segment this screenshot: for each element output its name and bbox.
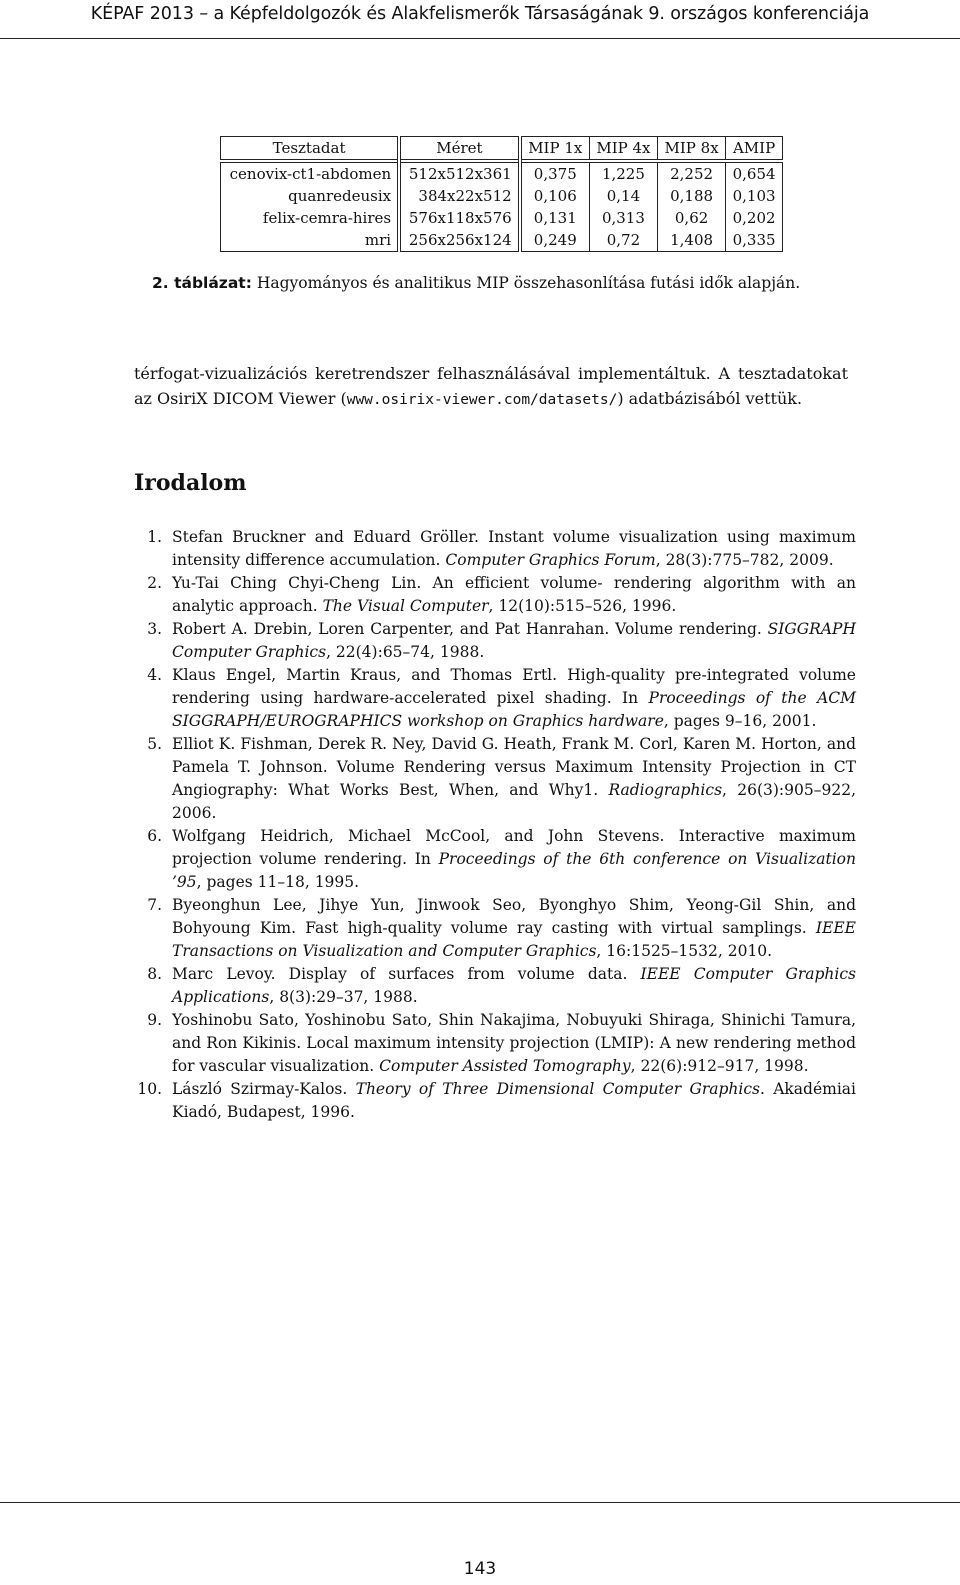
reference-item bbox=[134, 618, 856, 664]
reference-number: 6. bbox=[147, 827, 162, 845]
reference-item bbox=[134, 825, 856, 894]
reference-segment: , 12(10):515–526, 1996. bbox=[488, 597, 677, 615]
body-paragraph bbox=[134, 361, 848, 413]
col-header-mip8x: MIP 8x bbox=[658, 137, 726, 162]
reference-segment: , pages 9–16, 2001. bbox=[663, 712, 817, 730]
table-header-row bbox=[221, 137, 783, 162]
table-cell: 1,225 bbox=[589, 161, 657, 185]
reference-venue: Proceedings of the ACM SIGGRAPH/EUROGRAPHICS workshop on Graphics hardware bbox=[172, 689, 856, 730]
dataset-url-link[interactable]: www.osirix-viewer.com/datasets/ bbox=[346, 392, 618, 408]
reference-venue: Theory of Three Dimensional Computer Graphics bbox=[355, 1080, 760, 1098]
reference-text bbox=[172, 526, 856, 572]
reference-item bbox=[134, 1078, 856, 1124]
reference-segment: Byeonghun Lee, Jihye Yun, Jinwook Seo, Byonghyo Shim, Yeong-Gil Shin, and Bohyoung Kim. Fast high-quality volume ray casting with virtual samplings. bbox=[172, 896, 856, 937]
reference-number: 4. bbox=[147, 666, 162, 684]
table-cell: 0,72 bbox=[589, 229, 657, 252]
table-cell: 0,103 bbox=[726, 185, 783, 207]
caption-label: 2. táblázat: bbox=[152, 274, 252, 292]
table-cell: 0,62 bbox=[658, 207, 726, 229]
col-header-tesztadat: Tesztadat bbox=[221, 137, 400, 162]
col-header-mip1x: MIP 1x bbox=[520, 137, 590, 162]
references-heading: Irodalom bbox=[134, 470, 247, 496]
reference-venue: Radiographics bbox=[608, 781, 723, 799]
reference-segment: Stefan Bruckner and Eduard Gröller. Instant volume visualization using maximum intensity difference accumulation. bbox=[172, 528, 856, 569]
reference-segment: Elliot K. Fishman, Derek R. Ney, David G. Heath, Frank M. Corl, Karen M. Horton, and Pamela T. Johnson. Volume Rendering versus Maximum Intensity Projection in CT Angiography: What Works Best, When, and Why1. bbox=[172, 735, 856, 799]
reference-text bbox=[172, 664, 856, 733]
reference-venue: Computer Graphics Forum bbox=[445, 551, 656, 569]
table-cell: 0,131 bbox=[520, 207, 590, 229]
table-cell: 384x22x512 bbox=[399, 185, 520, 207]
col-header-mip4x: MIP 4x bbox=[589, 137, 657, 162]
reference-segment: Marc Levoy. Display of surfaces from volume data. bbox=[172, 965, 641, 983]
reference-venue: The Visual Computer bbox=[322, 597, 489, 615]
table-row bbox=[221, 185, 783, 207]
reference-number: 10. bbox=[137, 1080, 162, 1098]
table-cell: 512x512x361 bbox=[399, 161, 520, 185]
reference-text bbox=[172, 733, 856, 825]
reference-text bbox=[172, 1078, 856, 1124]
table-cell: 0,375 bbox=[520, 161, 590, 185]
footer-rule bbox=[0, 1502, 960, 1503]
reference-segment: , 16:1525–1532, 2010. bbox=[596, 942, 773, 960]
reference-number: 5. bbox=[147, 735, 162, 753]
header-rule bbox=[0, 38, 960, 39]
reference-number: 9. bbox=[147, 1011, 162, 1029]
reference-number: 2. bbox=[147, 574, 162, 592]
reference-segment: Klaus Engel, Martin Kraus, and Thomas Ertl. High-quality pre-integrated volume rendering using hardware-accelerated pixel shading. In bbox=[172, 666, 856, 707]
reference-number: 8. bbox=[147, 965, 162, 983]
table-cell: 0,335 bbox=[726, 229, 783, 252]
reference-segment: . Akadémiai Kiadó, Budapest, 1996. bbox=[172, 1080, 856, 1121]
reference-venue: IEEE Computer Graphics Applications bbox=[172, 965, 856, 1006]
reference-segment: , 26(3):905–922, 2006. bbox=[172, 781, 856, 822]
reference-item bbox=[134, 733, 856, 825]
table-row bbox=[221, 161, 783, 185]
paragraph-text-after: ) adatbázisából vettük. bbox=[617, 389, 803, 408]
references-list bbox=[134, 526, 856, 1124]
table-cell: 0,188 bbox=[658, 185, 726, 207]
table-cell: 0,249 bbox=[520, 229, 590, 252]
reference-text bbox=[172, 572, 856, 618]
table-cell: mri bbox=[221, 229, 400, 252]
reference-item bbox=[134, 963, 856, 1009]
reference-segment: , 22(4):65–74, 1988. bbox=[326, 643, 485, 661]
reference-item bbox=[134, 1009, 856, 1078]
table-cell: 0,202 bbox=[726, 207, 783, 229]
table-cell: 0,106 bbox=[520, 185, 590, 207]
reference-text bbox=[172, 1009, 856, 1078]
reference-text bbox=[172, 963, 856, 1009]
reference-venue: Computer Assisted Tomography bbox=[379, 1057, 631, 1075]
reference-segment: Robert A. Drebin, Loren Carpenter, and Pat Hanrahan. Volume rendering. bbox=[172, 620, 768, 638]
reference-number: 7. bbox=[147, 896, 162, 914]
reference-number: 1. bbox=[147, 528, 162, 546]
reference-segment: , 22(6):912–917, 1998. bbox=[630, 1057, 809, 1075]
table-caption bbox=[152, 272, 832, 294]
col-header-meret: Méret bbox=[399, 137, 520, 162]
table-cell: 0,313 bbox=[589, 207, 657, 229]
table-row bbox=[221, 229, 783, 252]
page-number: 143 bbox=[463, 1559, 497, 1579]
table-cell: 0,14 bbox=[589, 185, 657, 207]
reference-segment: Wolfgang Heidrich, Michael McCool, and John Stevens. Interactive maximum projection volume rendering. In bbox=[172, 827, 856, 868]
table-cell: 576x118x576 bbox=[399, 207, 520, 229]
col-header-amip: AMIP bbox=[726, 137, 783, 162]
reference-text bbox=[172, 618, 856, 664]
caption-text: Hagyományos és analitikus MIP összehasonlítása futási idők alapján. bbox=[251, 274, 801, 292]
reference-segment: Yoshinobu Sato, Yoshinobu Sato, Shin Nakajima, Nobuyuki Shiraga, Shinichi Tamura, and Ron Kikinis. Local maximum intensity projection (LMIP): A new rendering method for vascular visualization. bbox=[172, 1011, 856, 1075]
reference-venue: Proceedings of the 6th conference on Visualization ’95 bbox=[172, 850, 856, 891]
reference-text bbox=[172, 825, 856, 894]
reference-item bbox=[134, 664, 856, 733]
table-cell: 0,654 bbox=[726, 161, 783, 185]
table-row bbox=[221, 207, 783, 229]
paragraph-text-before: térfogat-vizualizációs keretrendszer felhasználásával implementáltuk. A tesztadatokat az OsiriX DICOM Viewer ( bbox=[134, 364, 848, 408]
running-header: KÉPAF 2013 – a Képfeldolgozók és Alakfelismerők Társaságának 9. országos konferenciája bbox=[90, 4, 870, 24]
reference-number: 3. bbox=[147, 620, 162, 638]
reference-item bbox=[134, 572, 856, 618]
table-cell: 256x256x124 bbox=[399, 229, 520, 252]
table-cell: 2,252 bbox=[658, 161, 726, 185]
reference-venue: IEEE Transactions on Visualization and Computer Graphics bbox=[172, 919, 856, 960]
reference-segment: , 28(3):775–782, 2009. bbox=[655, 551, 834, 569]
reference-segment: , 8(3):29–37, 1988. bbox=[269, 988, 418, 1006]
reference-venue: SIGGRAPH Computer Graphics bbox=[172, 620, 856, 661]
table-cell: felix-cemra-hires bbox=[221, 207, 400, 229]
reference-segment: , pages 11–18, 1995. bbox=[196, 873, 360, 891]
table-cell: 1,408 bbox=[658, 229, 726, 252]
reference-segment: Yu-Tai Ching Chyi-Cheng Lin. An efficient volume- rendering algorithm with an analytic approach. bbox=[172, 574, 856, 615]
reference-item bbox=[134, 894, 856, 963]
reference-text bbox=[172, 894, 856, 963]
reference-item bbox=[134, 526, 856, 572]
reference-segment: László Szirmay-Kalos. bbox=[172, 1080, 356, 1098]
table-cell: cenovix-ct1-abdomen bbox=[221, 161, 400, 185]
results-table bbox=[220, 136, 783, 252]
table-cell: quanredeusix bbox=[221, 185, 400, 207]
